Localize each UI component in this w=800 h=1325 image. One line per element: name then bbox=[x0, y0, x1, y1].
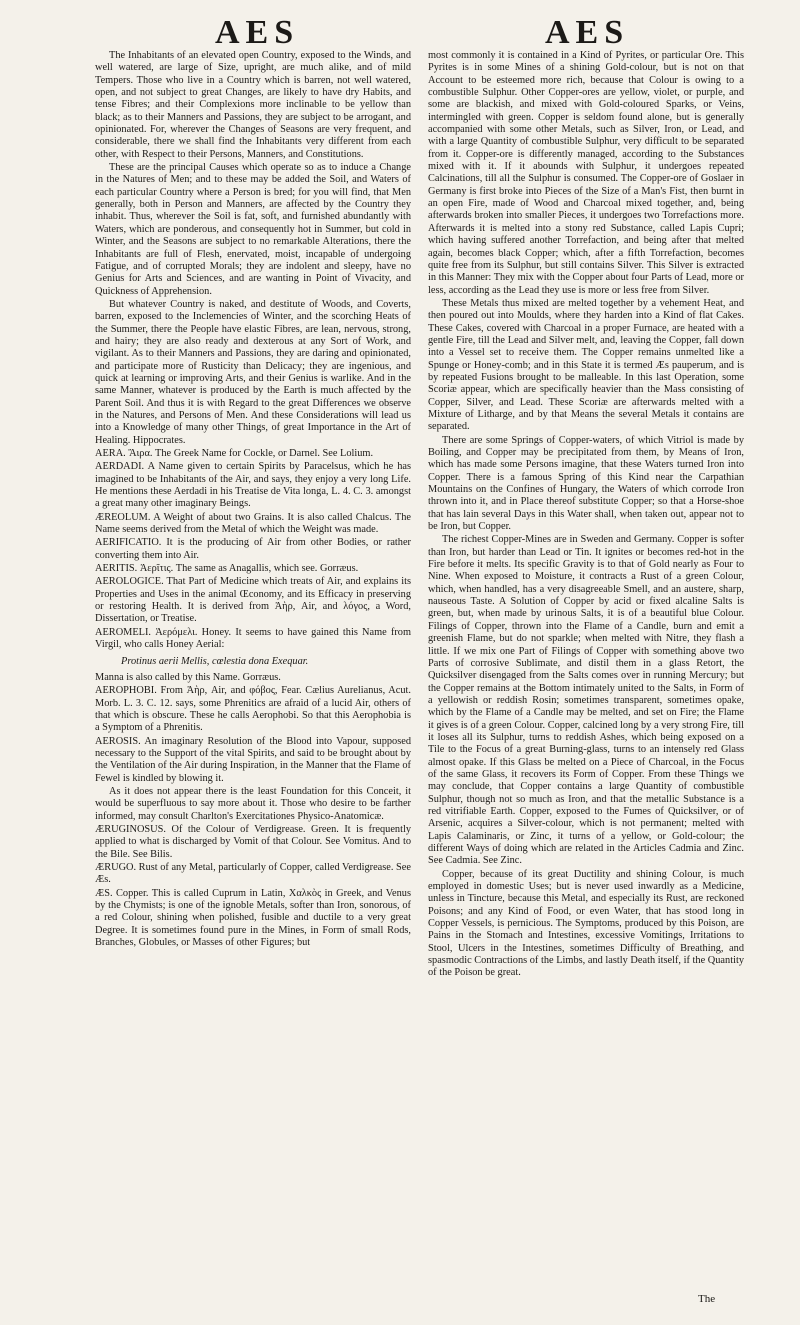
paragraph: There are some Springs of Copper-waters, of which Vitriol is made by Boiling, and Copper may be precipitated from them, by Means of Iron, which has made some Persons imagine, that these Waters turned Iron into Copper. There is a famous Spring of this Kind near the Carpathian Mountains on the Confines of Hungary, the Waters of which corrode Iron thrown into it, and in Place thereof substitute Copper; so that a Horse-shoe that has lain several Days in this Water shall, when taken out, appear not to be Iron, but Copper. bbox=[428, 434, 744, 533]
catchword: The bbox=[698, 1293, 716, 1305]
dictionary-entry: AEROSIS. An imaginary Resolution of the Blood into Vapour, supposed necessary to the Support of the vital Spirits, and said to be brought about by the Ventilation of the Air during Inspiration, in the Manner that the Flame of Fewel is kindled by blowing it. bbox=[95, 735, 411, 784]
paragraph: These Metals thus mixed are melted together by a vehement Heat, and then poured out into Moulds, where they harden into a Kind of flat Cakes. These Cakes, covered with Charcoal in a proper Furnace, are heated with a gentle Fire, till the Lead and Silver melt, and, leaving the Copper, fall down into a Vessel set to receive them. The Copper remains unmelted like a Spunge or Honey-comb; and in this State it is termed Æs pauperum, and is by repeated Fusions brought to be malleable. In this last Operation, some Scoriæ appear, which are specifically heavier than the Mass consisting of Copper, Silver, and Lead. These Scoriæ are afterwards melted with a Mixture of Litharge, and by that Means the several Metals it contains are separated. bbox=[428, 297, 744, 433]
dictionary-entry: AERA. Ἄιρα. The Greek Name for Cockle, or Darnel. See Lolium. bbox=[95, 448, 374, 459]
dictionary-entry: AERIFICATIO. It is the producing of Air from other Bodies, or rather converting them into Air. bbox=[95, 537, 411, 561]
dictionary-entry: AEROMELI. Ἀερόμελι. Honey. It seems to have gained this Name from Virgil, who calls Honey Aerial: bbox=[95, 626, 411, 651]
paragraph: The Inhabitants of an elevated open Country, exposed to the Winds, and well watered, are large of Size, upright, are much alike, and of mild Tempers. Those who live in a Country which is barren, not well watered, open, and not subject to great Changes, are likely to have dry Habits, and tense Fibres; and their Complexions more inclinable to be yellow than black; as to their Manners and Passions, they are subject to be arrogant, and opinionated. For, wherever the Changes of Seasons are very frequent, and considerable, there we shall find the Inhabitants very different from each other, with Respect to their Persons, Manners, and Constitutions. bbox=[95, 50, 411, 160]
running-head-left: AES bbox=[215, 14, 300, 51]
paragraph: But whatever Country is naked, and destitute of Woods, and Coverts, barren, exposed to the Inclemencies of Winter, and the scorching Heats of the Summer, there the People have elastic Fibres, are lean, nervous, strong, and hairy; they are also ready and dexterous at any Sort of Work, and vigilant. As to their Manners and Passions, they are daring and opinionated, and participate more of Rusticity than Delicacy; they are ingenious, and quick at learning or improving Arts, and their Genius is warlike. And in the same Manner, whatever is produced by the Earth is much affected by the Parent Soil. And thus it is with Regard to the great Differences we observe in the Natures, and Persons of Men. And these Considerations will lead us into a Knowledge of many other Things, of great Importance in the Art of Healing. Hippocrates. bbox=[95, 298, 411, 446]
dictionary-entry: AEROLOGICE. That Part of Medicine which treats of Air, and explains its Properties and Uses in the animal Œconomy, and its Efficacy in preserving or restoring Health. It is derived from Ἀὴρ, Air, and λόγος, a Word, Dissertation, or Treatise. bbox=[95, 576, 411, 625]
left-column bbox=[95, 50, 411, 950]
paragraph: Manna is also called by this Name. Gorræus. bbox=[95, 671, 281, 683]
running-head-right: AES bbox=[545, 14, 630, 51]
paragraph: These are the principal Causes which operate so as to induce a Change in the Natures of Men; and to these may be added the Soil, and Waters of each particular Country where a Person is bred; for you will find, that Men generally, both in Person and Manners, are affected by the Country they inhabit. Thus, wherever the Soil is fat, soft, and furnished abundantly with Waters, which are ponderous, and consequently hot in Summer, but cold in Winter, and the Seasons are subject to no remarkable Alterations, there the Inhabitants are full of Flesh, enervated, moist, incapable of undergoing Fatigue, and of corrupted Morals; they are indolent and sleepy, have no Genius for Arts and Sciences, and are wanting in Point of Vivacity, and Quickness of Apprehension. bbox=[95, 162, 411, 297]
right-column bbox=[428, 50, 744, 981]
dictionary-entry: ÆS. Copper. This is called Cuprum in Latin, Χαλκὸς in Greek, and Venus by the Chymists; is one of the ignoble Metals, softer than Iron, sonorous, of a red Colour, shining when polished, fusible and ductile to a very great Degree. It is sometimes found pure in the Mines, in Form of small Rods, Branches, Globules, or Masses of other Figures; but bbox=[95, 887, 411, 949]
dictionary-entry: ÆRUGINOSUS. Of the Colour of Verdigrease. Green. It is frequently applied to what is discharged by Vomit of that Colour. See Vomitus. And to the Bile. See Bilis. bbox=[95, 823, 411, 860]
dictionary-entry: ÆREOLUM. A Weight of about two Grains. It is also called Chalcus. The Name seems derived from the Metal of which the Weight was made. bbox=[95, 511, 411, 536]
paragraph: As it does not appear there is the least Foundation for this Conceit, it would be superfluous to say more about it. Those who desire to be farther informed, may consult Charlton's Exercitationes Physico-Anatomicæ. bbox=[95, 785, 411, 822]
dictionary-entry: AERITIS. Ἀερῖτις. The same as Anagallis, which see. Gorræus. bbox=[95, 563, 359, 575]
paragraph: Copper, because of its great Ductility and shining Colour, is much employed in domestic Uses; but is never used inwardly as a Medicine, unless in Tincture, because this Metal, and especially its Rust, are reckoned Poisons; and any Kind of Food, or even Water, that has stood long in Copper Vessels, is pernicious. The Symptoms, produced by this Poison, are Pains in the Stomach and Intestines, excessive Vomitings, Irritations to Stool, Ulcers in the Intestines, sometimes Difficulty of Breathing, and spasmodic Contractions of the Limbs, and lastly Death itself, if the Quantity of the Poison be great. bbox=[428, 868, 744, 979]
paragraph: most commonly it is contained in a Kind of Pyrites, or particular Ore. This Pyrites is in some Mines of a shining Gold-colour, but is not on that Account to be esteemed more rich, because that Colour is owing to a combustible Sulphur. Other Copper-ores are yellow, violet, or purple, and some are blackish, and mixed with Gold-coloured Sparks, or Veins, intermingled with green. Copper is seldom found alone, but is generally accompanied with some other Metals, such as Silver, Iron, or Lead, and with a large Quantity of combustible Sulphur, very difficult to be separated from it. Copper-ore is differently managed, according to the Substances mixed with it. If it abounds with Sulphur, it undergoes repeated Calcinations, till all the Sulphur is consumed. The Copper-ore of Goslaer in Germany is first broke into Pieces of the Size of a Man's Fist, then burnt in an open Fire, made of Wood and Charcoal mixed together, and, being afterwards broken into smaller Pieces, it undergoes two Torrefactions more. Afterwards it is melted into a stony red Substance, called Lapis Cupri; which having suffered another Torrefaction, and being after that melted again, becomes black Copper; which, after a fifth Torrefaction, becomes quite free from its Sulphur, but still contains Silver. This Silver is extracted in this Manner: They mix with the Copper about four Parts of Lead, more or less, according as the Lead they use is more or less free from Silver. bbox=[428, 50, 744, 296]
dictionary-entry: AEROPHOBI. From Ἀὴρ, Air, and φόβος, Fear. Cælius Aurelianus, Acut. Morb. L. 3. C. 12. says, some Phrenitics are afraid of a lucid Air, others of that which is obscure. These he calls Aerophobi. So that this Aerophobia is a Symptom of a Phrenitis. bbox=[95, 685, 411, 734]
dictionary-entry: AERDADI. A Name given to certain Spirits by Paracelsus, which he has imagined to be Inhabitants of the Air, and says, they enjoy a very long Life. He mentions these Aerdadi in his Treatise de Vita longa, L. 4. C. 3. amongst a great many other imaginary Beings. bbox=[95, 461, 411, 510]
verse-quote: Protinus aerii Mellis, cœlestia dona Exequar. bbox=[121, 655, 309, 667]
paragraph: The richest Copper-Mines are in Sweden and Germany. Copper is softer than Iron, but harder than Lead or Tin. It ignites or becomes red-hot in the Fire before it melts. Its specific Gravity is to that of Gold nearly as Four to Nine. When exposed to Moisture, it contracts a Rust of a green Colour, which, when handled, has a very disagreeable Smell, and an austere, sharp, nauseous Taste. A Solution of Copper by acid or fixed alcaline Salts is green, but, when made by urinous Salts, it is of a beautiful blue Colour. Filings of Copper, thrown into the Flame of a Candle, burn and emit a greenish Flame, but do not sparkle; when melted with Nitre, they flash a little. If we mix one Part of Filings of Copper with something above two Parts of corrosive Sublimate, and distil them in a glass Retort, the Quicksilver disengaged from the Salts comes over in running Mercury; but the Copper remains at the Bottom intimately united to the Salts, in Form of a yellowish or reddish Rosin; sometimes transparent, sometimes opake, which by the Flame of a Candle may be melted, and set on Fire; the Flame it gives is of a green Colour. Copper, calcined long by a very strong Fire, till it loses all its Sulphur, turns to reddish Ashes, which being exposed on a Tile to the Focus of a great Burning-glass, turns to an intensely red Glass almost opake. If this Glass be melted on a Piece of Charcoal, in the Focus of the same Glass, it recovers its Form of Copper. From these Things we may conclude, that Copper contains a large Quantity of combustible Sulphur, though not so much as Iron, and that the metallic Substance is a red vitrifiable Earth. Copper, exposed to the Fumes of Quicksilver, or of Arsenic, acquires a Silver-colour, which is not permanent; melted with Lapis Calaminaris, or Zinc, it turns of a yellow, or Gold-colour; the different Ways of doing which are related in the Articles Cadmia and Zinc. See Cadmia. See Zinc. bbox=[428, 534, 744, 867]
dictionary-entry: ÆRUGO. Rust of any Metal, particularly of Copper, called Verdigrease. See Æs. bbox=[95, 862, 411, 886]
